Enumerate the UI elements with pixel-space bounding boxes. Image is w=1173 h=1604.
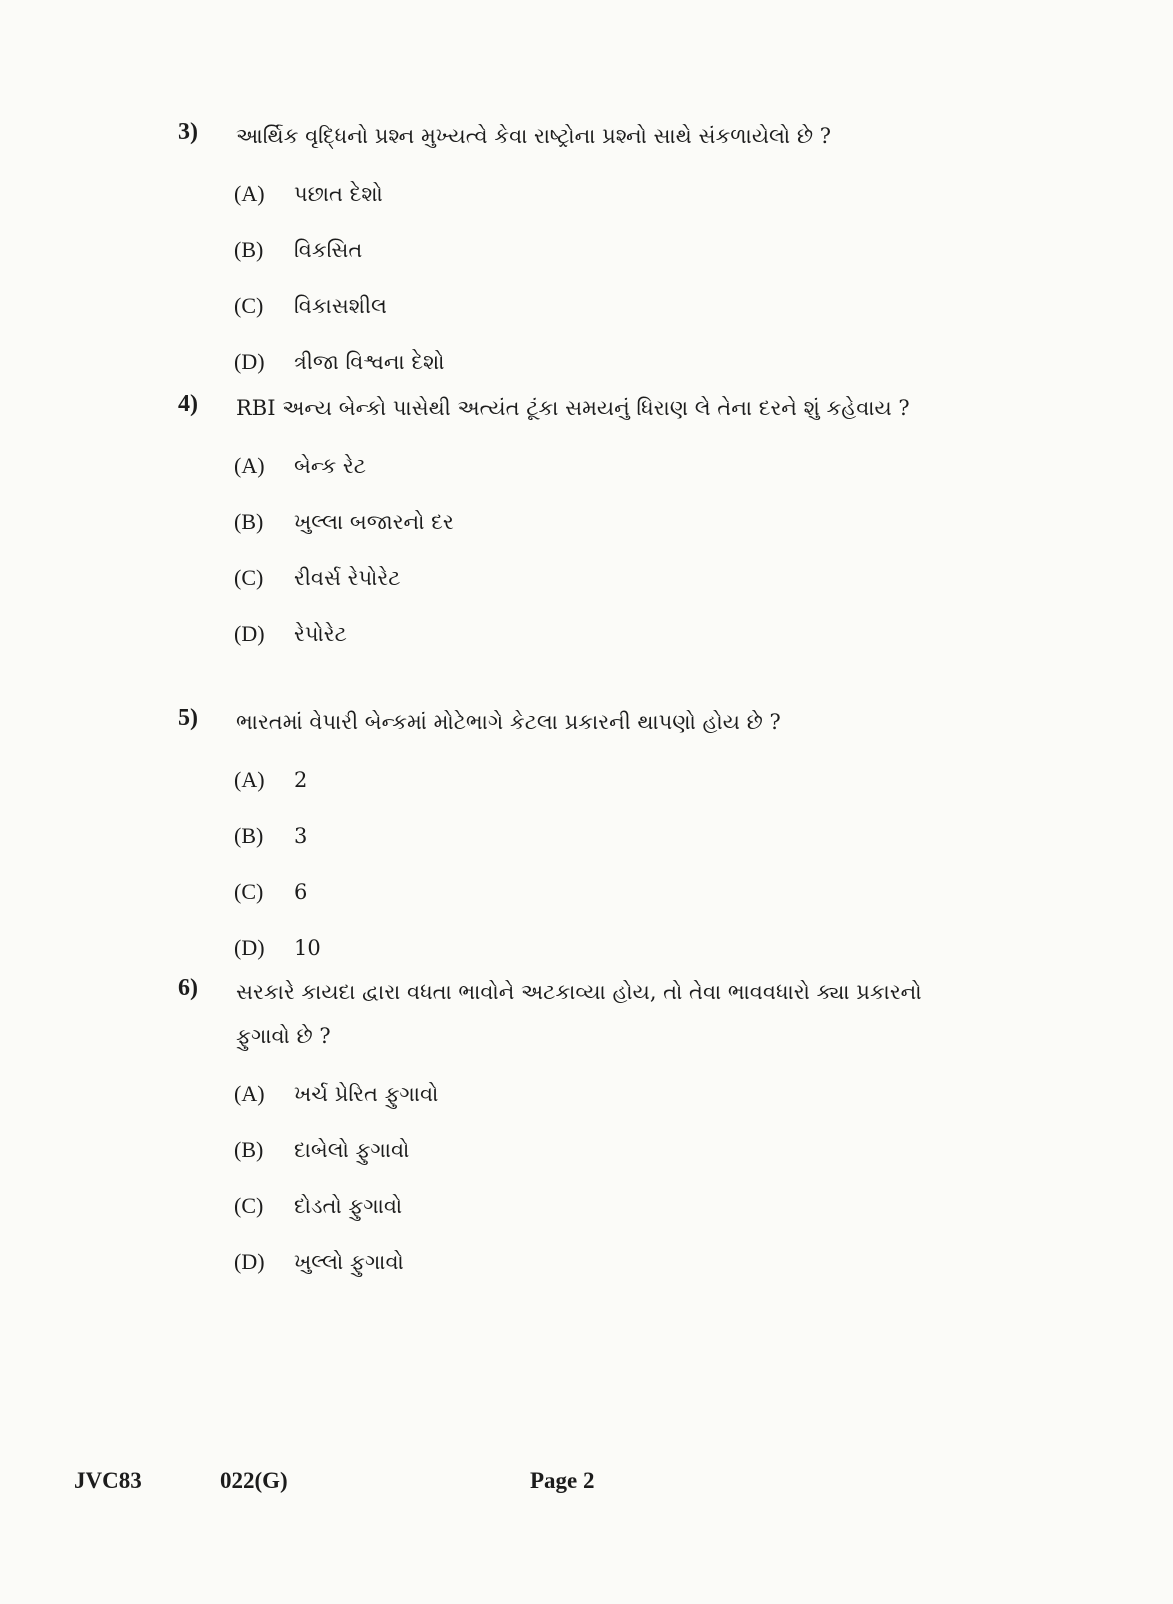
option-label: (C) [234, 565, 264, 590]
option-a [234, 752, 938, 808]
option-c [234, 550, 938, 606]
option-label: (B) [234, 509, 264, 534]
option-text: રીવર્સ રેપોરેટ [294, 565, 401, 590]
option-b [234, 222, 938, 278]
question-text: આર્થિક વૃદ્ધિનો પ્રશ્ન મુખ્યત્વે કેવા રાષ્ટ્રોના પ્રશ્નો સાથે સંકળાયેલો છે ? [236, 124, 831, 148]
option-label: (A) [234, 1081, 265, 1106]
option-text: ખર્ચ પ્રેરિત ફુગાવો [294, 1081, 439, 1106]
option-label: (B) [234, 1137, 264, 1162]
option-text: પછાત દેશો [294, 181, 383, 206]
option-label: (D) [234, 621, 265, 646]
question-text: ભારતમાં વેપારી બેન્કમાં મોટેભાગે કેટલા પ્રકારની થાપણો હોય છે ? [236, 710, 781, 734]
option-text: વિકાસશીલ [294, 293, 387, 318]
option-text: 6 [294, 880, 308, 904]
option-label: (B) [234, 823, 264, 848]
option-text: 10 [294, 936, 321, 960]
option-a [234, 166, 938, 222]
option-text: વિકસિત [294, 237, 363, 262]
option-text: દોડતો ફુગાવો [294, 1193, 403, 1218]
question-number: 6) [178, 975, 198, 1001]
option-b [234, 494, 938, 550]
option-text: બેન્ક રેટ [294, 453, 366, 478]
option-label: (A) [234, 767, 265, 792]
option-b [234, 1122, 938, 1178]
option-a [234, 438, 938, 494]
option-a [234, 1066, 938, 1122]
option-d [234, 1234, 938, 1290]
option-label: (C) [234, 1193, 264, 1218]
option-text: 2 [294, 768, 308, 792]
option-label: (B) [234, 237, 264, 262]
option-c [234, 278, 938, 334]
option-c [234, 864, 938, 920]
option-label: (D) [234, 935, 265, 960]
option-text: ખુલ્લો ફુગાવો [294, 1249, 404, 1274]
option-text: રેપોરેટ [294, 621, 347, 646]
footer-page-number: Page 2 [530, 1468, 595, 1493]
option-d [234, 606, 938, 662]
question-text: RBI અન્ય બેન્કો પાસેથી અત્યંત ટૂંકા સમયનું ધિરાણ લે તેના દરને શું કહેવાય ? [236, 396, 910, 420]
option-d [234, 334, 938, 390]
option-label: (C) [234, 879, 264, 904]
question-4 [178, 386, 938, 662]
option-d [234, 920, 938, 976]
question-3 [178, 114, 938, 390]
option-label: (D) [234, 1249, 265, 1274]
footer-paper-code: 022(G) [220, 1468, 288, 1493]
question-6 [178, 970, 938, 1290]
question-number: 5) [178, 705, 198, 731]
option-label: (C) [234, 293, 264, 318]
footer-code: JVC83 [74, 1468, 142, 1493]
option-label: (A) [234, 453, 265, 478]
question-number: 3) [178, 119, 198, 145]
question-text: સરકારે કાયદા દ્વારા વધતા ભાવોને અટકાવ્યા હોય, તો તેવા ભાવવધારો ક્યા પ્રકારનો ફુગાવો છે ? [236, 980, 922, 1048]
options-list [234, 752, 938, 976]
option-label: (D) [234, 349, 265, 374]
option-label: (A) [234, 181, 265, 206]
options-list [234, 438, 938, 662]
option-text: દાબેલો ફુગાવો [294, 1137, 410, 1162]
question-number: 4) [178, 391, 198, 417]
option-c [234, 1178, 938, 1234]
option-text: ત્રીજા વિશ્વના દેશો [294, 349, 445, 374]
option-text: ખુલ્લા બજારનો દર [294, 509, 454, 534]
option-b [234, 808, 938, 864]
options-list [234, 166, 938, 390]
options-list [234, 1066, 938, 1290]
option-text: 3 [294, 824, 308, 848]
question-5 [178, 700, 938, 976]
